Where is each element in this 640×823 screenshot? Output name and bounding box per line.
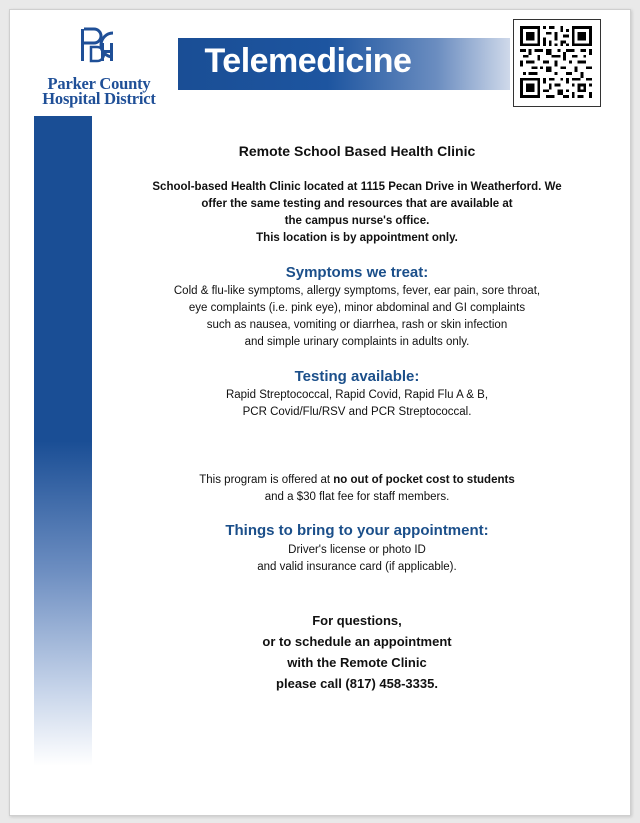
cost-emphasis: no out of pocket cost to students — [333, 474, 515, 486]
symptoms-line: Cold & flu-like symptoms, allergy symptoms, fever, ear pain, sore throat, — [173, 285, 541, 297]
intro-line: This location is by appointment only. — [256, 232, 458, 244]
bring-line: and valid insurance card (if applicable). — [257, 561, 457, 573]
qr-code-icon — [520, 26, 592, 98]
testing-line: Rapid Streptococcal, Rapid Covid, Rapid Flu A & B, — [225, 389, 489, 401]
cost-line2: and a $30 flat fee for staff members. — [264, 491, 450, 503]
hospital-logo — [33, 27, 165, 112]
logo-text-line2: Hospital District — [42, 89, 156, 108]
contact-phone-line[interactable]: please call (817) 458-3335. — [276, 676, 438, 691]
decorative-side-bar — [34, 116, 92, 766]
bring-heading: Things to bring to your appointment: — [225, 522, 489, 539]
symptoms-line: such as nausea, vomiting or diarrhea, rash or skin infection — [206, 319, 508, 331]
testing-line: PCR Covid/Flu/RSV and PCR Streptococcal. — [242, 406, 472, 418]
cost-prefix: This program is offered at — [199, 474, 334, 486]
flyer-page — [9, 9, 631, 816]
testing-heading: Testing available: — [294, 368, 420, 385]
cost-line1 — [110, 472, 604, 489]
pchd-monogram-icon — [79, 27, 119, 63]
banner-title: Telemedicine — [204, 42, 412, 80]
intro-line: offer the same testing and resources that are available at — [201, 198, 513, 210]
intro-line: the campus nurse's office. — [284, 215, 430, 227]
symptoms-line: eye complaints (i.e. pink eye), minor abdominal and GI complaints — [188, 302, 526, 314]
bring-list — [110, 542, 604, 576]
cost-paragraph — [110, 472, 604, 506]
intro-line: School-based Health Clinic located at 1115 Pecan Drive in Weatherford. We — [152, 181, 562, 193]
symptoms-heading: Symptoms we treat: — [285, 264, 429, 281]
bring-line: Driver's license or photo ID — [288, 544, 426, 556]
contact-line: or to schedule an appointment — [262, 634, 452, 649]
testing-list — [110, 387, 604, 421]
symptoms-line: and simple urinary complaints in adults only. — [244, 336, 470, 348]
page-subtitle: Remote School Based Health Clinic — [238, 143, 476, 159]
title-banner — [178, 38, 510, 90]
contact-line: For questions, — [312, 613, 402, 628]
intro-paragraph — [110, 179, 604, 247]
contact-line: with the Remote Clinic — [287, 655, 427, 670]
qr-code[interactable] — [513, 19, 601, 107]
symptoms-list — [110, 283, 604, 351]
logo-text-line1: Parker County — [47, 74, 151, 93]
contact-block — [110, 610, 604, 694]
